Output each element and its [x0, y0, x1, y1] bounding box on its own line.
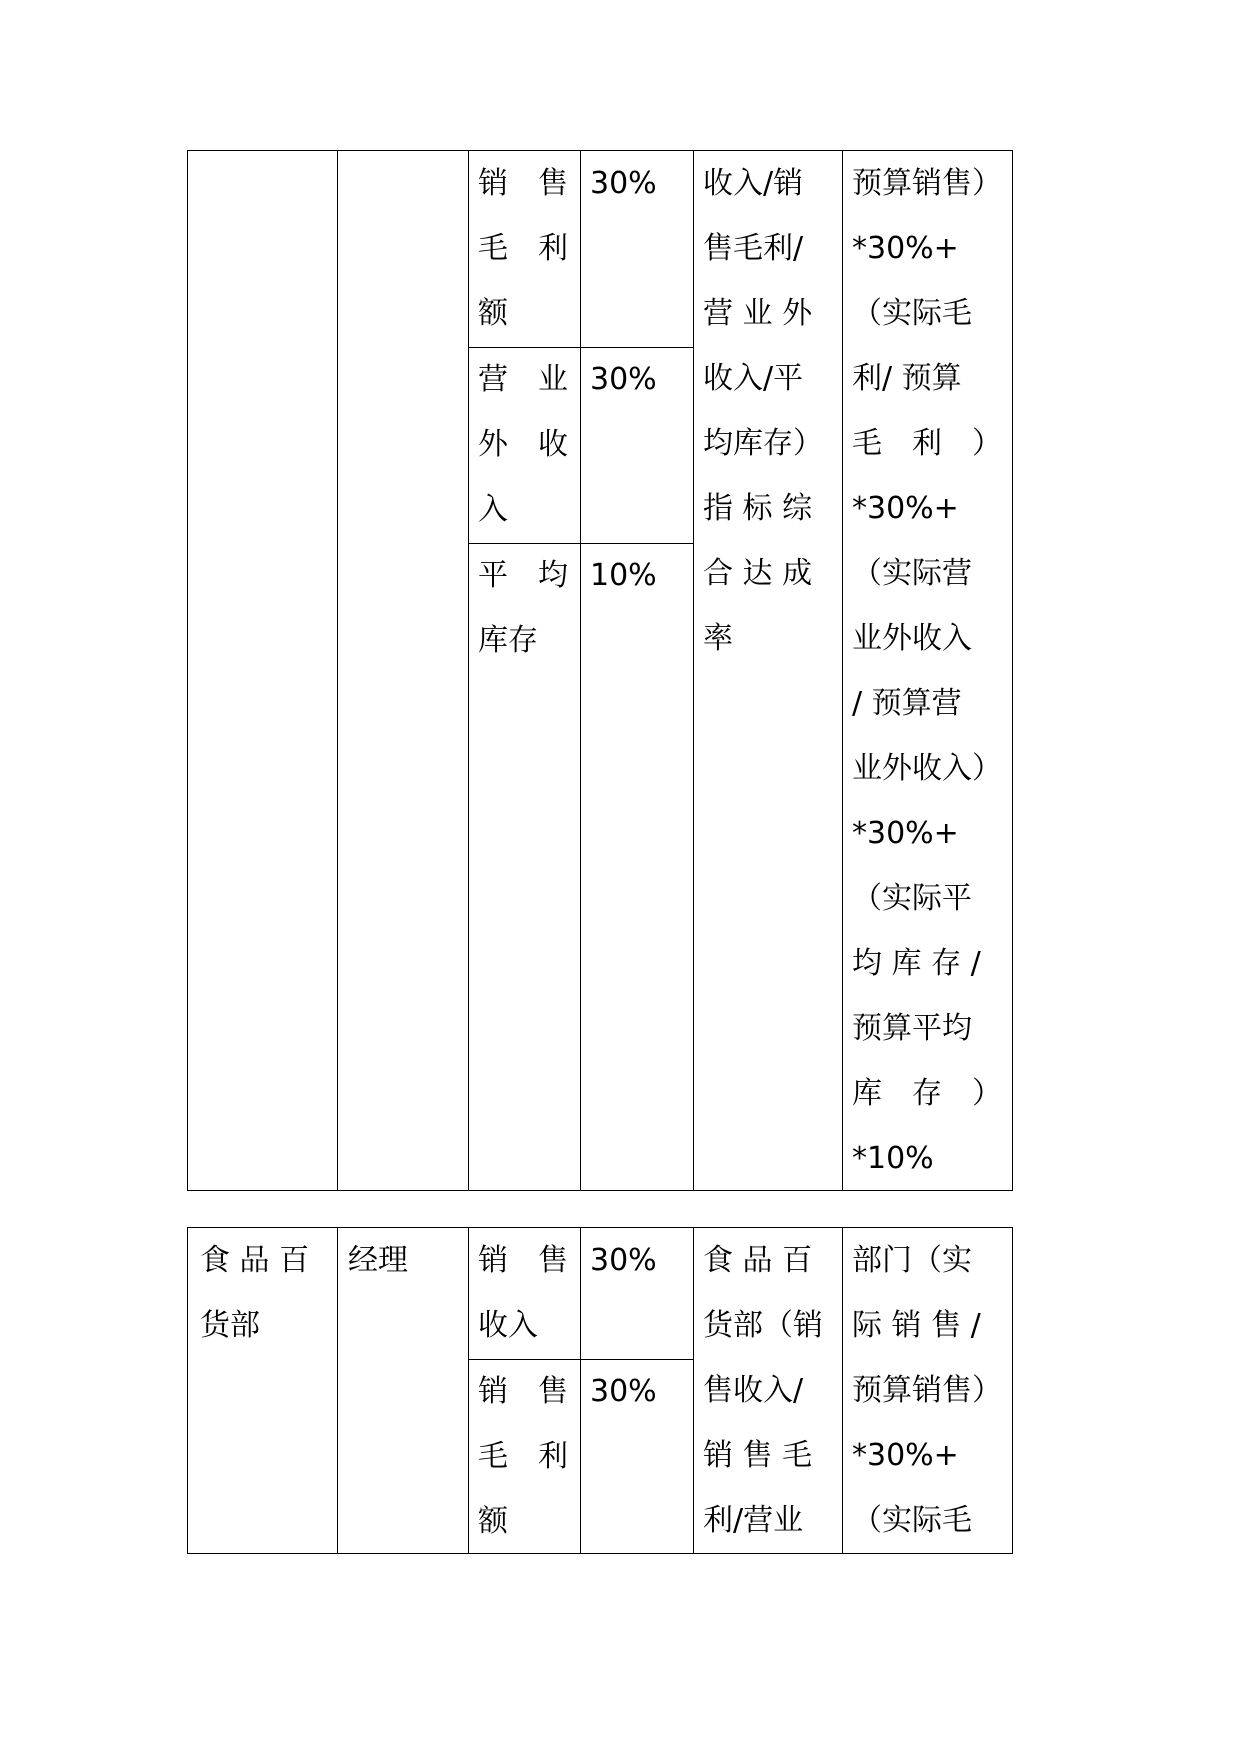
cell-line: 率	[703, 621, 733, 656]
cell-line: 毛 利	[478, 231, 568, 266]
weight-cell: 30%	[590, 166, 657, 201]
indicator-cell	[478, 151, 568, 346]
cell-line: 均库存）	[703, 426, 823, 461]
cell-line: / 预算营	[852, 686, 962, 721]
cell-line: 预算销售）	[852, 166, 1002, 201]
cell-line: 收入/平	[703, 361, 804, 396]
department-cell	[200, 1228, 309, 1358]
cell-line: （实际毛	[852, 296, 972, 331]
cell-line: 毛 利 ）	[852, 426, 1002, 461]
cell-line: 利/营业	[703, 1503, 804, 1538]
cell-line: 入	[478, 492, 508, 527]
cell-line: *30%+	[852, 231, 959, 266]
cell-line: 食 品 百	[200, 1243, 310, 1278]
measure-cell	[703, 1228, 823, 1553]
cell-line: 货部	[200, 1308, 260, 1343]
cell-line: 销 售	[478, 1243, 568, 1278]
indicator-cell	[478, 543, 568, 673]
cell-line: 货部（销	[703, 1308, 823, 1343]
measure-cell	[703, 151, 823, 671]
cell-line: 收入/销	[703, 166, 804, 201]
formula-cell	[852, 151, 1002, 1191]
cell-line: *30%+	[852, 1438, 959, 1473]
cell-line: 业外收入	[852, 621, 972, 656]
cell-line: 业外收入）	[852, 751, 1002, 786]
indicator-cell	[478, 347, 568, 542]
cell-line: 销 售	[478, 1374, 568, 1409]
kpi-table-food-department	[187, 1227, 1013, 1554]
cell-line: 库 存 ）	[852, 1076, 1002, 1111]
kpi-table-continued	[187, 150, 1013, 1191]
cell-line: 际 销 售 /	[852, 1308, 981, 1343]
cell-line: 销 售 毛	[703, 1438, 813, 1473]
indicator-cell	[478, 1359, 568, 1554]
weight-cell: 30%	[590, 362, 657, 397]
weight-cell: 10%	[590, 558, 657, 593]
cell-line: 营 业 外	[703, 296, 813, 331]
cell-line: 额	[478, 1504, 508, 1539]
cell-line: 预算平均	[852, 1011, 972, 1046]
cell-line: 合 达 成	[703, 556, 813, 591]
formula-cell	[852, 1228, 1002, 1553]
cell-line: 收入	[478, 1308, 538, 1343]
cell-line: *30%+	[852, 491, 959, 526]
cell-line: 库存	[478, 623, 538, 658]
cell-line: 预算销售）	[852, 1373, 1002, 1408]
cell-line: 售收入/	[703, 1373, 804, 1408]
position-cell: 经理	[348, 1243, 408, 1278]
cell-line: 销 售	[478, 166, 568, 201]
cell-line: 外 收	[478, 427, 568, 462]
cell-line: 平 均	[478, 558, 568, 593]
cell-line: 利/ 预算	[852, 361, 962, 396]
cell-line: （实际营	[852, 556, 972, 591]
indicator-cell	[478, 1228, 568, 1358]
cell-line: *30%+	[852, 816, 959, 851]
cell-line: 售毛利/	[703, 231, 804, 266]
weight-cell: 30%	[590, 1243, 657, 1278]
cell-line: 食 品 百	[703, 1243, 813, 1278]
cell-line: 毛 利	[478, 1439, 568, 1474]
weight-cell: 30%	[590, 1374, 657, 1409]
cell-line: 指 标 综	[703, 491, 813, 526]
cell-line: 营 业	[478, 362, 568, 397]
cell-line: *10%	[852, 1141, 934, 1176]
cell-line: 均 库 存 /	[852, 946, 981, 981]
cell-line: （实际毛	[852, 1503, 972, 1538]
cell-line: （实际平	[852, 881, 972, 916]
cell-line: 部门（实	[852, 1243, 972, 1278]
cell-line: 额	[478, 296, 508, 331]
